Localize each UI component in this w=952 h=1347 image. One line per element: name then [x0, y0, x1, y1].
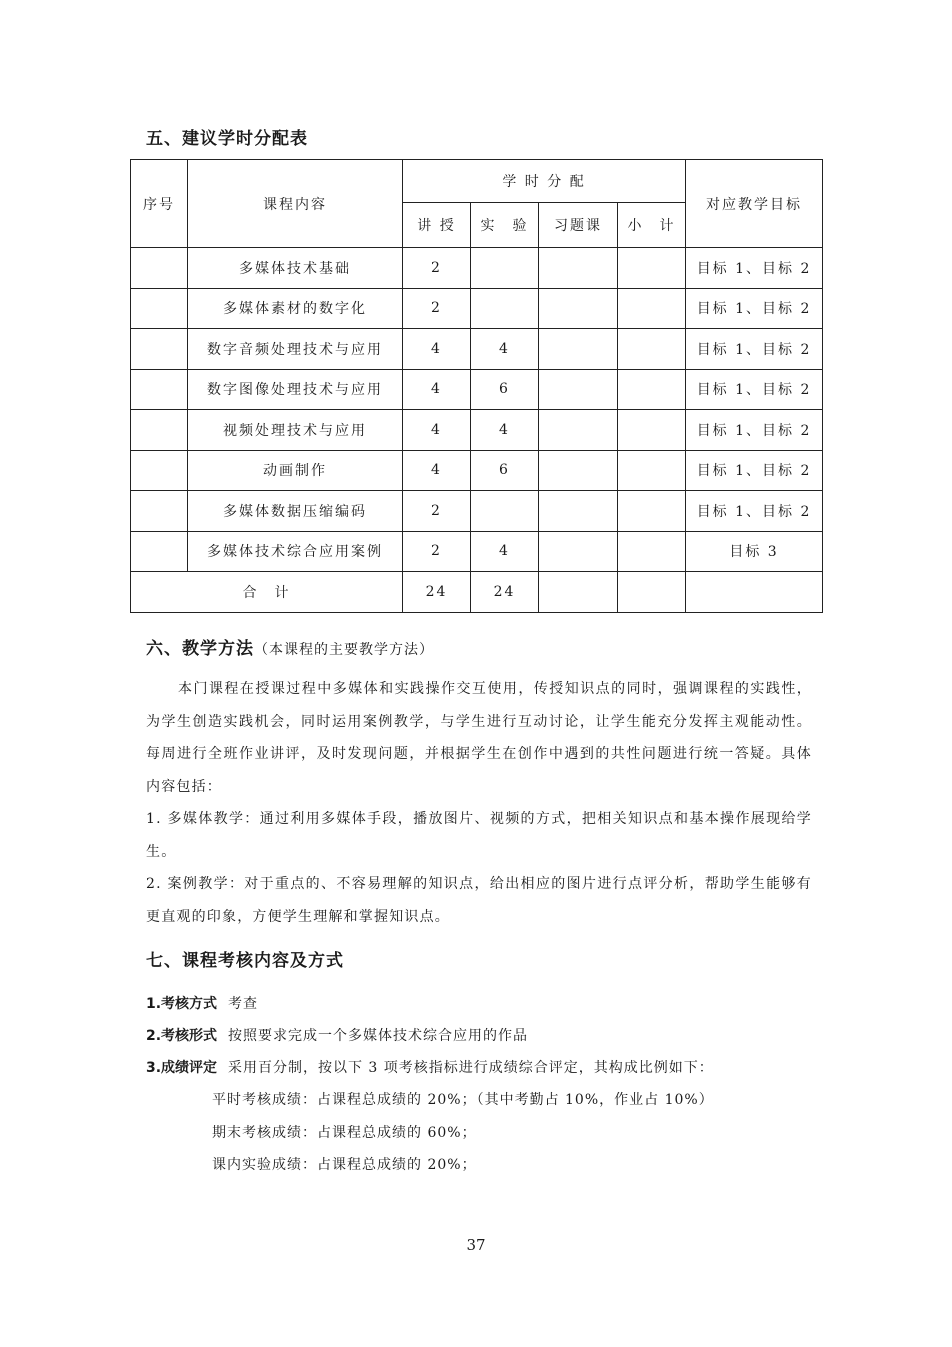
cell-subtotal: [618, 329, 686, 370]
table-row: [131, 531, 823, 572]
cell-content: 多媒体素材的数字化: [188, 288, 403, 329]
cell-lecture: 4: [403, 329, 471, 370]
cell-experiment: 4: [471, 410, 539, 451]
cell-no: [131, 248, 188, 289]
cell-no: [131, 450, 188, 491]
grade-line-lab: 课内实验成绩：占课程总成绩的 20%；: [212, 1157, 477, 1173]
section-title-text: 六、教学方法: [146, 639, 254, 659]
cell-no: [131, 531, 188, 572]
cell-target: 目标 1、目标 2: [686, 288, 823, 329]
teaching-method-body: [146, 673, 812, 933]
table-row: [131, 450, 823, 491]
cell-exercise: [539, 531, 618, 572]
cell-subtotal: [618, 248, 686, 289]
cell-exercise: [539, 288, 618, 329]
cell-lecture: 2: [403, 531, 471, 572]
assessment-method-label: 1.考核方式: [146, 996, 218, 1012]
table-row: [131, 369, 823, 410]
cell-subtotal: [618, 410, 686, 451]
cell-experiment: 6: [471, 369, 539, 410]
cell-experiment: [471, 288, 539, 329]
header-lecture: 讲 授: [403, 203, 471, 248]
section-title-note: （本课程的主要教学方法）: [254, 642, 434, 658]
cell-target: 目标 1、目标 2: [686, 369, 823, 410]
table-row: [131, 329, 823, 370]
cell-exercise: [539, 491, 618, 532]
cell-lecture: 2: [403, 248, 471, 289]
cell-subtotal: [618, 369, 686, 410]
cell-no: [131, 369, 188, 410]
cell-experiment: 4: [471, 531, 539, 572]
grade-evaluation-value: 采用百分制，按以下 3 项考核指标进行成绩综合评定，其构成比例如下：: [227, 1060, 714, 1076]
cell-no: [131, 288, 188, 329]
table-row: [131, 410, 823, 451]
cell-exercise: [539, 248, 618, 289]
cell-total-subtotal: [618, 572, 686, 613]
assessment-form-value: 按照要求完成一个多媒体技术综合应用的作品: [227, 1028, 528, 1044]
cell-lecture: 4: [403, 369, 471, 410]
cell-lecture: 4: [403, 450, 471, 491]
section-title-assessment: 七、课程考核内容及方式: [146, 951, 344, 971]
cell-total-exercise: [539, 572, 618, 613]
table-row: [131, 248, 823, 289]
cell-subtotal: [618, 491, 686, 532]
cell-content: 数字图像处理技术与应用: [188, 369, 403, 410]
cell-target: 目标 1、目标 2: [686, 248, 823, 289]
page-number: 37: [466, 1236, 486, 1254]
cell-lecture: 4: [403, 410, 471, 451]
cell-content: 视频处理技术与应用: [188, 410, 403, 451]
grade-line-regular: 平时考核成绩：占课程总成绩的 20%；（其中考勤占 10%，作业占 10%）: [212, 1092, 714, 1108]
grade-evaluation-label: 3.成绩评定: [146, 1060, 218, 1076]
cell-lecture: 2: [403, 491, 471, 532]
section-title-teaching-method: [146, 634, 434, 659]
section-title-hours: 五、建议学时分配表: [146, 129, 308, 149]
cell-subtotal: [618, 450, 686, 491]
cell-target: 目标 3: [686, 531, 823, 572]
method-item-case-study: 2. 案例教学：对于重点的、不容易理解的知识点，给出相应的图片进行点评分析，帮助学生能够有更直观的印象，方便学生理解和掌握知识点。: [146, 876, 812, 925]
cell-total-target: [686, 572, 823, 613]
assessment-form: [146, 1025, 528, 1045]
header-content: 课程内容: [188, 160, 403, 248]
cell-experiment: 6: [471, 450, 539, 491]
assessment-method: [146, 993, 258, 1013]
cell-content: 多媒体技术基础: [188, 248, 403, 289]
header-target: 对应教学目标: [686, 160, 823, 248]
header-subtotal: 小 计: [618, 203, 686, 248]
cell-subtotal: [618, 288, 686, 329]
assessment-form-label: 2.考核形式: [146, 1028, 218, 1044]
cell-target: 目标 1、目标 2: [686, 450, 823, 491]
cell-subtotal: [618, 531, 686, 572]
header-no: 序号: [131, 160, 188, 248]
header-exercise: 习题课: [539, 203, 618, 248]
cell-experiment: [471, 248, 539, 289]
cell-experiment: [471, 491, 539, 532]
assessment-method-value: 考查: [227, 996, 258, 1012]
cell-exercise: [539, 369, 618, 410]
hours-allocation-table: [130, 159, 823, 613]
cell-exercise: [539, 329, 618, 370]
header-experiment: 实 验: [471, 203, 539, 248]
cell-total-experiment: 24: [471, 572, 539, 613]
grade-evaluation: [146, 1057, 714, 1077]
header-hours-group: 学 时 分 配: [403, 160, 686, 203]
cell-no: [131, 329, 188, 370]
cell-total-label: 合 计: [131, 572, 403, 613]
cell-exercise: [539, 410, 618, 451]
cell-exercise: [539, 450, 618, 491]
cell-no: [131, 410, 188, 451]
cell-content: 动画制作: [188, 450, 403, 491]
table-total-row: [131, 572, 823, 613]
table-row: [131, 491, 823, 532]
grade-line-final: 期末考核成绩：占课程总成绩的 60%；: [212, 1125, 477, 1141]
cell-experiment: 4: [471, 329, 539, 370]
teaching-method-paragraph: 本门课程在授课过程中多媒体和实践操作交互使用，传授知识点的同时，强调课程的实践性，为学生创造实践机会，同时运用案例教学，与学生进行互动讨论，让学生能充分发挥主观能动性。每周进行全班作业讲评，及时发现问题，并根据学生在创作中遇到的共性问题进行统一答疑。具体内容包括：: [146, 681, 812, 795]
method-item-multimedia: 1. 多媒体教学：通过利用多媒体手段，播放图片、视频的方式，把相关知识点和基本操作展现给学生。: [146, 811, 812, 860]
cell-target: 目标 1、目标 2: [686, 491, 823, 532]
cell-lecture: 2: [403, 288, 471, 329]
cell-target: 目标 1、目标 2: [686, 329, 823, 370]
cell-content: 多媒体技术综合应用案例: [188, 531, 403, 572]
cell-no: [131, 491, 188, 532]
cell-content: 数字音频处理技术与应用: [188, 329, 403, 370]
cell-total-lecture: 24: [403, 572, 471, 613]
table-row: [131, 288, 823, 329]
cell-content: 多媒体数据压缩编码: [188, 491, 403, 532]
cell-target: 目标 1、目标 2: [686, 410, 823, 451]
